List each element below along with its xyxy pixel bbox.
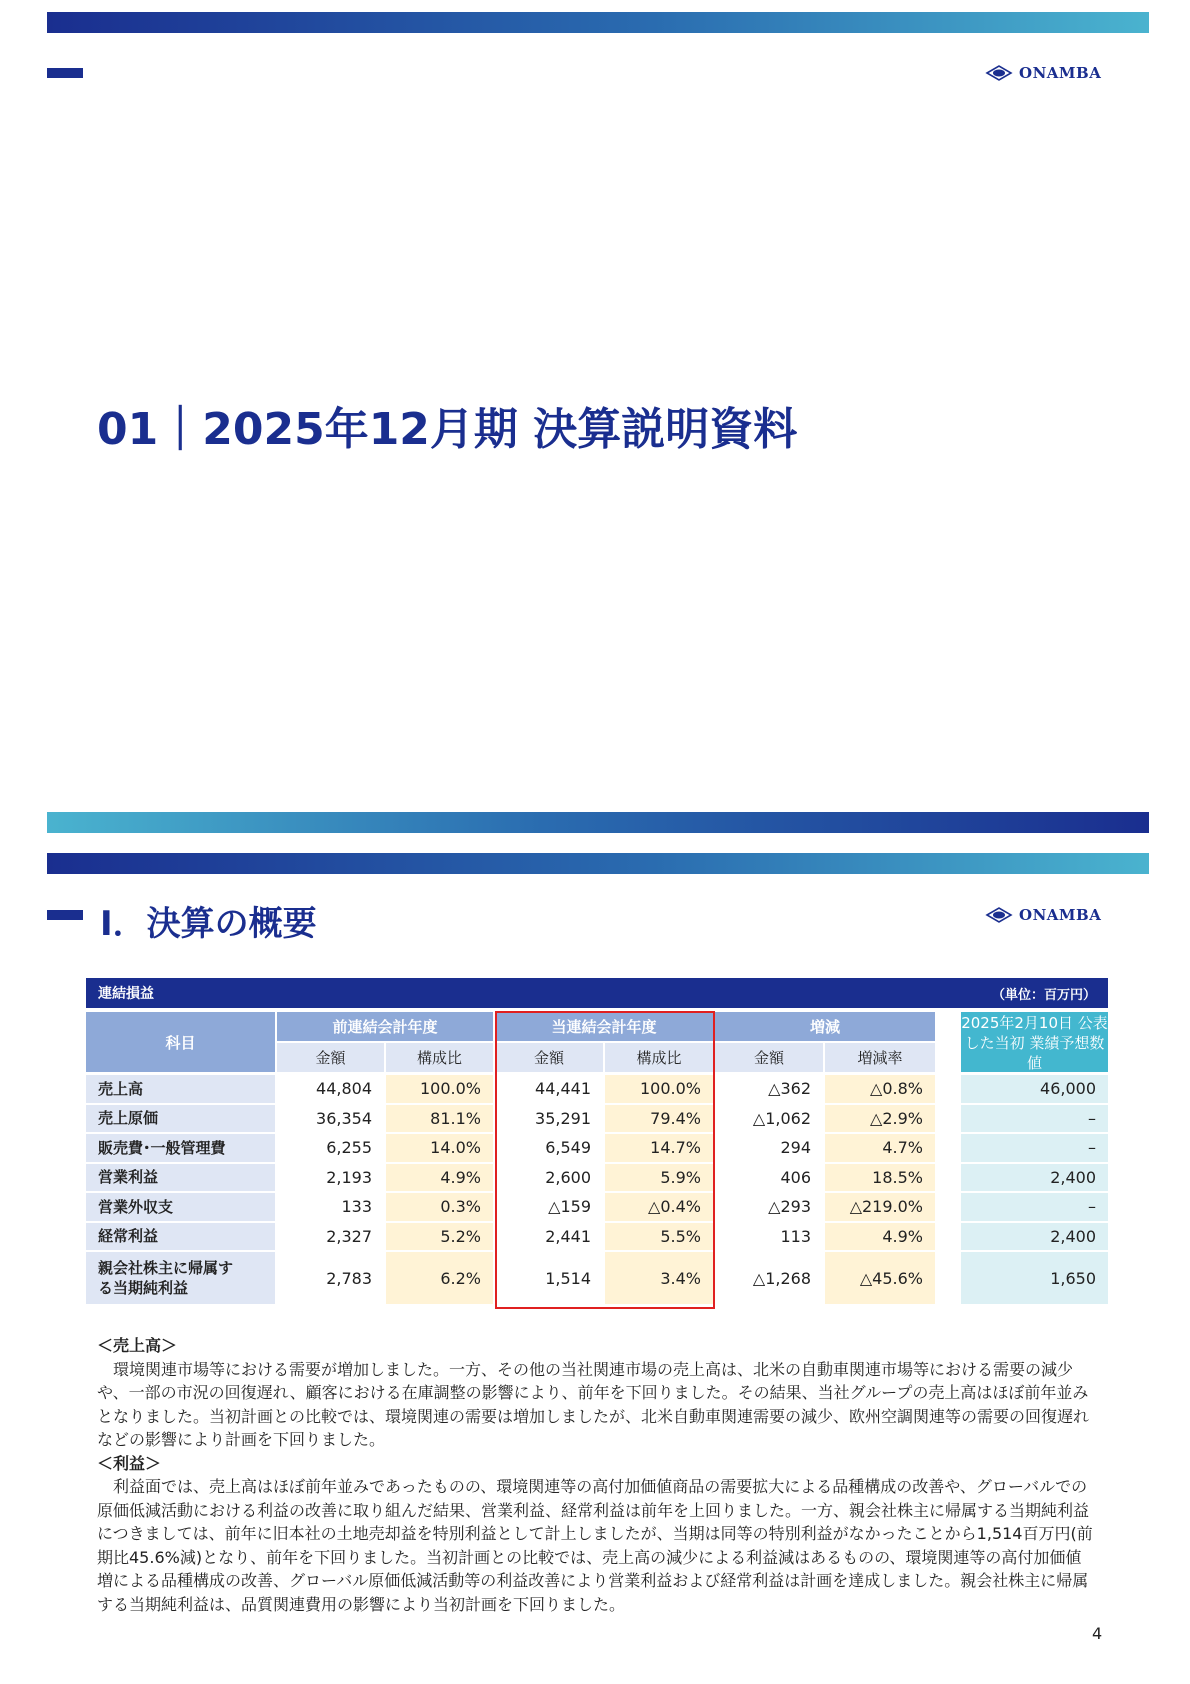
cell-curr-amount: 2,441 xyxy=(495,1223,603,1251)
header-prev-amount: 金額 xyxy=(277,1043,384,1072)
header-diff-amount: 金額 xyxy=(715,1043,823,1072)
sales-heading: ＜売上高＞ xyxy=(97,1336,178,1355)
cell-forecast: – xyxy=(961,1105,1108,1133)
cell-diff-rate: △45.6% xyxy=(825,1252,935,1304)
header-group-diff: 増減 xyxy=(715,1012,935,1041)
cell-prev-ratio: 6.2% xyxy=(386,1252,493,1304)
header-prev-ratio: 構成比 xyxy=(386,1043,493,1072)
cell-curr-amount: 1,514 xyxy=(495,1252,603,1304)
section-title: Ⅰ．決算の概要 xyxy=(100,904,317,944)
page-number: 4 xyxy=(1092,1624,1103,1643)
cell-prev-amount: 2,327 xyxy=(277,1223,384,1251)
cell-forecast: 46,000 xyxy=(961,1075,1108,1103)
cell-prev-amount: 44,804 xyxy=(277,1075,384,1103)
bottom-banner xyxy=(47,812,1149,833)
commentary xyxy=(97,1334,1097,1616)
logo-text: ONAMBA xyxy=(1019,64,1102,82)
header-curr-amount: 金額 xyxy=(495,1043,603,1072)
header-curr-ratio: 構成比 xyxy=(605,1043,713,1072)
header-forecast: 2025年2月10日 公表した当初 業績予想数値 xyxy=(961,1014,1108,1072)
cell-diff-rate: △219.0% xyxy=(825,1193,935,1221)
logo-mark-icon xyxy=(985,907,1013,923)
cell-diff-amount: △293 xyxy=(715,1193,823,1221)
cell-forecast: 2,400 xyxy=(961,1223,1108,1251)
cell-curr-ratio: 5.5% xyxy=(605,1223,713,1251)
cell-prev-ratio: 5.2% xyxy=(386,1223,493,1251)
cell-forecast: – xyxy=(961,1193,1108,1221)
cell-prev-ratio: 100.0% xyxy=(386,1075,493,1103)
cell-diff-amount: 406 xyxy=(715,1164,823,1192)
row-label: 売上高 xyxy=(86,1075,275,1103)
cell-diff-rate: 4.7% xyxy=(825,1134,935,1162)
logo-text: ONAMBA xyxy=(1019,906,1102,924)
logo-mark-icon xyxy=(985,65,1013,81)
row-label: 販売費･一般管理費 xyxy=(86,1134,275,1162)
cell-prev-ratio: 0.3% xyxy=(386,1193,493,1221)
cell-curr-amount: 2,600 xyxy=(495,1164,603,1192)
cell-prev-amount: 2,783 xyxy=(277,1252,384,1304)
cell-prev-ratio: 14.0% xyxy=(386,1134,493,1162)
cell-curr-amount: 44,441 xyxy=(495,1075,603,1103)
header-subject: 科目 xyxy=(86,1012,275,1072)
title-accent-dash xyxy=(47,910,83,920)
cell-prev-ratio: 4.9% xyxy=(386,1164,493,1192)
profit-heading: ＜利益＞ xyxy=(97,1453,162,1473)
cell-forecast: 2,400 xyxy=(961,1164,1108,1192)
cell-curr-ratio: 79.4% xyxy=(605,1105,713,1133)
header-group-curr: 当連結会計年度 xyxy=(495,1012,713,1041)
cell-diff-rate: 4.9% xyxy=(825,1223,935,1251)
cell-diff-amount: 113 xyxy=(715,1223,823,1251)
cell-curr-ratio: △0.4% xyxy=(605,1193,713,1221)
header-group-prev: 前連結会計年度 xyxy=(277,1012,493,1041)
cell-curr-ratio: 14.7% xyxy=(605,1134,713,1162)
row-label: 営業外収支 xyxy=(86,1193,275,1221)
cell-diff-amount: △362 xyxy=(715,1075,823,1103)
cell-curr-ratio: 3.4% xyxy=(605,1252,713,1304)
cell-prev-amount: 2,193 xyxy=(277,1164,384,1192)
row-label: 親会社株主に帰属する当期純利益 xyxy=(86,1252,275,1304)
cell-diff-amount: △1,268 xyxy=(715,1252,823,1304)
top-banner xyxy=(47,853,1149,874)
cover-title: 01｜2025年12月期 決算説明資料 xyxy=(97,404,798,455)
cell-diff-amount: 294 xyxy=(715,1134,823,1162)
cell-prev-ratio: 81.1% xyxy=(386,1105,493,1133)
company-logo xyxy=(985,64,1101,82)
sales-paragraph: 環境関連市場等における需要が増加しました。一方、その他の当社関連市場の売上高は、北米の自動車関連市場等における需要の減少や、一部の市況の回復遅れ、顧客における在庫調整の影響により、前年を下回りました。その結果、当社グループの売上高はほぼ前年並みとなりました。当初計画との比較では、環境関連の需要は増加しましたが、北米自動車関連需要の減少、欧州空調関連等の需要の回復遅れなどの影響により計画を下回りました。 xyxy=(97,1359,1090,1449)
title-accent-dash xyxy=(47,68,83,78)
cell-prev-amount: 133 xyxy=(277,1193,384,1221)
table-title-bar xyxy=(86,978,1108,1008)
row-label: 営業利益 xyxy=(86,1164,275,1192)
cell-curr-ratio: 5.9% xyxy=(605,1164,713,1192)
profit-paragraph: 利益面では、売上高はほぼ前年並みであったものの、環境関連等の高付加価値商品の需要拡大による品種構成の改善や、グローバルでの原価低減活動における利益の改善に取り組んだ結果、営業利益、経常利益は前年を上回りました。一方、親会社株主に帰属する当期純利益につきましては、前年に旧本社の土地売却益を特別利益として計上しましたが、当期は同等の特別利益がなかったことから1,514百万円(前期比45.6%減)となり、前年を下回りました。当初計画との比較では、売上高の減少による利益減はあるものの、環境関連等の高付加価値増による品種構成の改善、グローバル原価低減活動等の利益改善により営業利益および経常利益は計画を達成しました。親会社株主に帰属する当期純利益は、品質関連費用の影響により当初計画を下回りました。 xyxy=(97,1477,1093,1614)
cell-diff-rate: △0.8% xyxy=(825,1075,935,1103)
table-unit: （単位：百万円） xyxy=(991,987,1096,1003)
cell-forecast: 1,650 xyxy=(961,1252,1108,1304)
top-banner xyxy=(47,12,1149,33)
cell-diff-rate: 18.5% xyxy=(825,1164,935,1192)
cell-prev-amount: 36,354 xyxy=(277,1105,384,1133)
table-title: 連結損益 xyxy=(98,986,154,1002)
cell-curr-ratio: 100.0% xyxy=(605,1075,713,1103)
cell-prev-amount: 6,255 xyxy=(277,1134,384,1162)
row-label: 売上原価 xyxy=(86,1105,275,1133)
row-label: 経常利益 xyxy=(86,1223,275,1251)
cell-curr-amount: 35,291 xyxy=(495,1105,603,1133)
header-diff-rate: 増減率 xyxy=(825,1043,935,1072)
cell-diff-amount: △1,062 xyxy=(715,1105,823,1133)
cell-curr-amount: 6,549 xyxy=(495,1134,603,1162)
cell-diff-rate: △2.9% xyxy=(825,1105,935,1133)
cell-curr-amount: △159 xyxy=(495,1193,603,1221)
company-logo xyxy=(985,906,1101,924)
cell-forecast: – xyxy=(961,1134,1108,1162)
